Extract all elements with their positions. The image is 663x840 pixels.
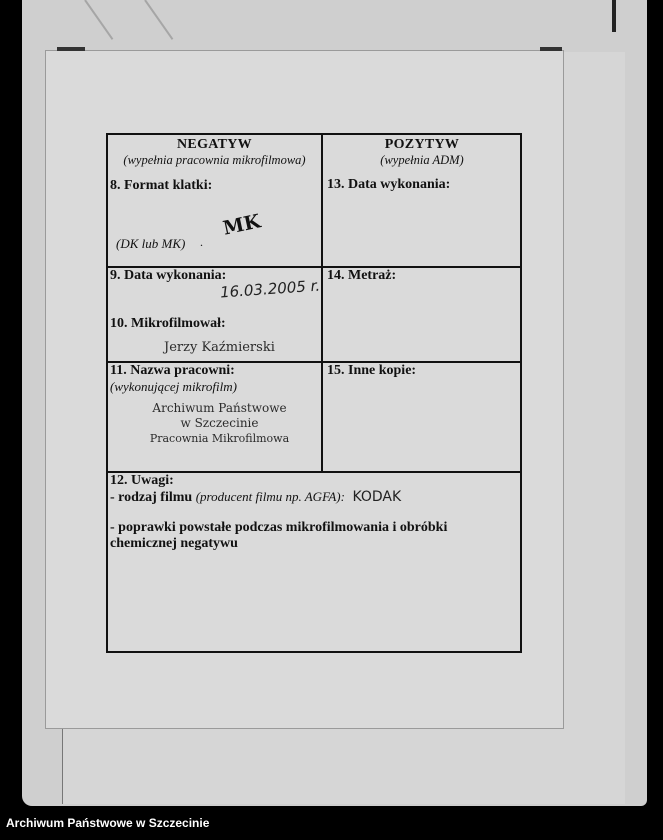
stamp-line: Archiwum Państwowe — [152, 401, 287, 415]
scan-artifact — [144, 0, 173, 40]
archive-source-caption: Archiwum Państwowe w Szczecinie — [6, 816, 210, 830]
scan-artifact — [84, 0, 113, 40]
field-9-10-cell — [108, 268, 321, 361]
workshop-stamp — [108, 401, 321, 446]
stamp-line: Pracownia Mikrofilmowa — [149, 432, 290, 445]
stamp-line: w Szczecinie — [180, 416, 259, 430]
field-8-label: 8. Format klatki: — [110, 178, 213, 193]
pozytyw-title: POZYTYW — [384, 137, 460, 152]
field-8-hint: (DK lub MK) — [116, 236, 186, 251]
film-type-value: KODAK — [352, 489, 402, 505]
corner-mark — [540, 47, 562, 51]
field-10-value: Jerzy Kaźmierski — [164, 340, 275, 355]
field-9-label: 9. Data wykonania: — [110, 268, 227, 283]
negatyw-title: NEGATYW — [177, 137, 252, 152]
field-15-label: 15. Inne kopie: — [327, 363, 417, 378]
negatyw-header-cell: NEGATYW (wypełnia pracownia mikrofilmowa) 8. Format klatki: (DK lub MK) . MK — [108, 135, 321, 266]
corner-mark — [57, 47, 85, 51]
field-9-value: 16.03.2005 r. — [219, 276, 321, 302]
field-10-label: 10. Mikrofilmował: — [110, 316, 226, 331]
field-12-label: 12. Uwagi: — [110, 473, 174, 488]
corrections-label: - poprawki powstałe podczas mikrofilmowania i obróbki chemicznej negatywu — [110, 520, 448, 551]
film-type-label: - rodzaj filmu — [110, 490, 193, 505]
field-12-cell — [108, 473, 522, 653]
field-8-value: MK — [221, 210, 263, 240]
microfilm-metadata-form — [106, 133, 522, 653]
field-11-cell — [108, 363, 321, 471]
field-15-cell — [322, 363, 522, 471]
field-11-label: 11. Nazwa pracowni: — [110, 363, 235, 378]
film-type-row — [110, 489, 522, 506]
negatyw-subtitle: (wypełnia pracownia mikrofilmowa) — [123, 153, 306, 167]
field-14-label: 14. Metraż: — [327, 268, 397, 283]
field-14-cell — [322, 268, 522, 361]
field-11-hint: (wykonującej mikrofilm) — [110, 379, 237, 394]
field-13-label: 13. Data wykonania: — [327, 177, 451, 192]
film-type-hint: (producent filmu np. AGFA): — [195, 489, 345, 504]
scan-artifact — [612, 0, 616, 32]
pozytyw-subtitle: (wypełnia ADM) — [380, 153, 464, 167]
pozytyw-header-cell — [322, 135, 522, 266]
